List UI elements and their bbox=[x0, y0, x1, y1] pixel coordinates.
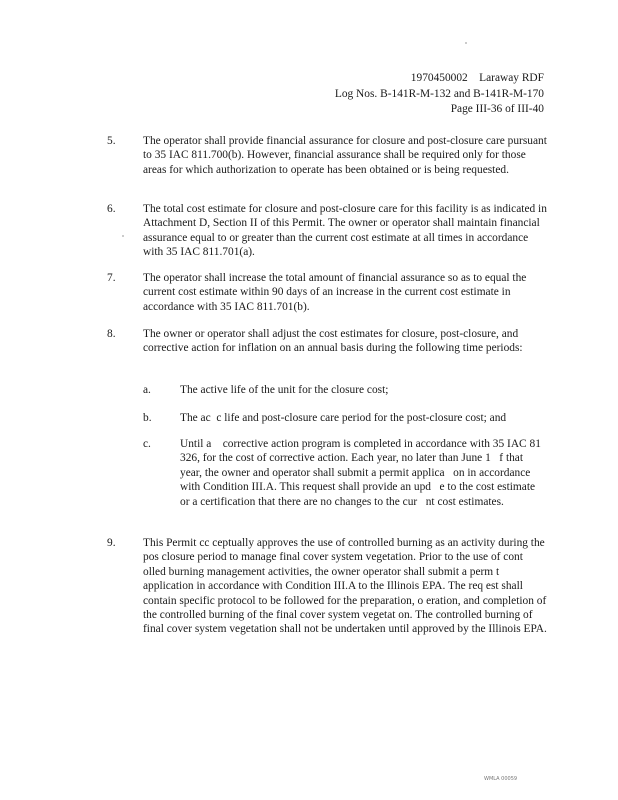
header-log-numbers: Log Nos. B-141R-M-132 and B-141R-M-170 bbox=[334, 87, 544, 100]
subitem-letter: a. bbox=[143, 384, 151, 396]
subitem-b bbox=[143, 411, 543, 425]
subitem-letter: b. bbox=[143, 412, 152, 424]
scan-speck bbox=[122, 235, 124, 237]
item-number: 9. bbox=[107, 537, 116, 549]
scan-speck bbox=[465, 42, 467, 44]
item-number: 6. bbox=[107, 203, 116, 215]
subitem-a bbox=[143, 383, 543, 397]
condition-item-5 bbox=[107, 134, 547, 177]
subitem-letter: c. bbox=[143, 438, 151, 450]
subitem-text: The active life of the unit for the closure cost; bbox=[180, 384, 389, 396]
item-text: This Permit cc ceptually approves the use of controlled burning as an activity during the pos closure period to manage final cover system vegetation. Prior to the use of cont olled burning management activities, the owner operator shall submit a perm t application in accordance with Condition III.A to the Illinois EPA. The req est shall contain specific protocol to be followed for the preparation, o eration, and completion of the controlled burning of the final cover system vegetat on. The controlled burning of final cover system vegetation shall not be undertaken until approved by the Illinois EPA. bbox=[143, 537, 547, 636]
page-header bbox=[335, 71, 544, 118]
item-text: The operator shall increase the total amount of financial assurance so as to equal the current cost estimate within 90 days of an increase in the current cost estimate in accordance with 35 IAC 811.701(b). bbox=[143, 272, 527, 313]
header-page-number: Page III-36 of III-40 bbox=[450, 103, 544, 115]
subitem-c bbox=[143, 437, 547, 509]
header-facility-id: 1970450002 Laraway RDF bbox=[410, 72, 544, 84]
bates-stamp: WMLA 00059 bbox=[484, 776, 518, 782]
subitem-text: The ac c life and post-closure care period for the post-closure cost; and bbox=[180, 412, 507, 424]
condition-item-8 bbox=[107, 327, 547, 356]
item-number: 7. bbox=[107, 272, 116, 284]
condition-item-6 bbox=[107, 202, 547, 260]
item-text: The owner or operator shall adjust the cost estimates for closure, post-closure, and corrective action for inflation on an annual basis during the following time periods: bbox=[143, 328, 523, 355]
subitem-text: Until a corrective action program is completed in accordance with 35 IAC 81 326, for the cost of corrective action. Each year, no later than June 1 f that year, the owner and operator shall submit a permit applica on in accordance with Condition III.A. This request shall provide an upd e to the cost estimate or a certification that there are no changes to the cur nt cost estimates. bbox=[180, 438, 547, 508]
condition-item-7 bbox=[107, 271, 547, 314]
item-text: The total cost estimate for closure and post-closure care for this facility is as indicated in Attachment D, Section II of this Permit. The owner or operator shall maintain financial assurance equal to or greater than the current cost estimate at all times in accordance with 35 IAC 811.701(a). bbox=[143, 203, 547, 259]
condition-item-9 bbox=[107, 536, 547, 637]
item-number: 8. bbox=[107, 328, 116, 340]
item-text: The operator shall provide financial assurance for closure and post-closure care pursuant to 35 IAC 811.700(b). However, financial assurance shall be required only for those areas for which authorization to operate has been obtained or is being requested. bbox=[143, 135, 547, 176]
item-number: 5. bbox=[107, 135, 116, 147]
